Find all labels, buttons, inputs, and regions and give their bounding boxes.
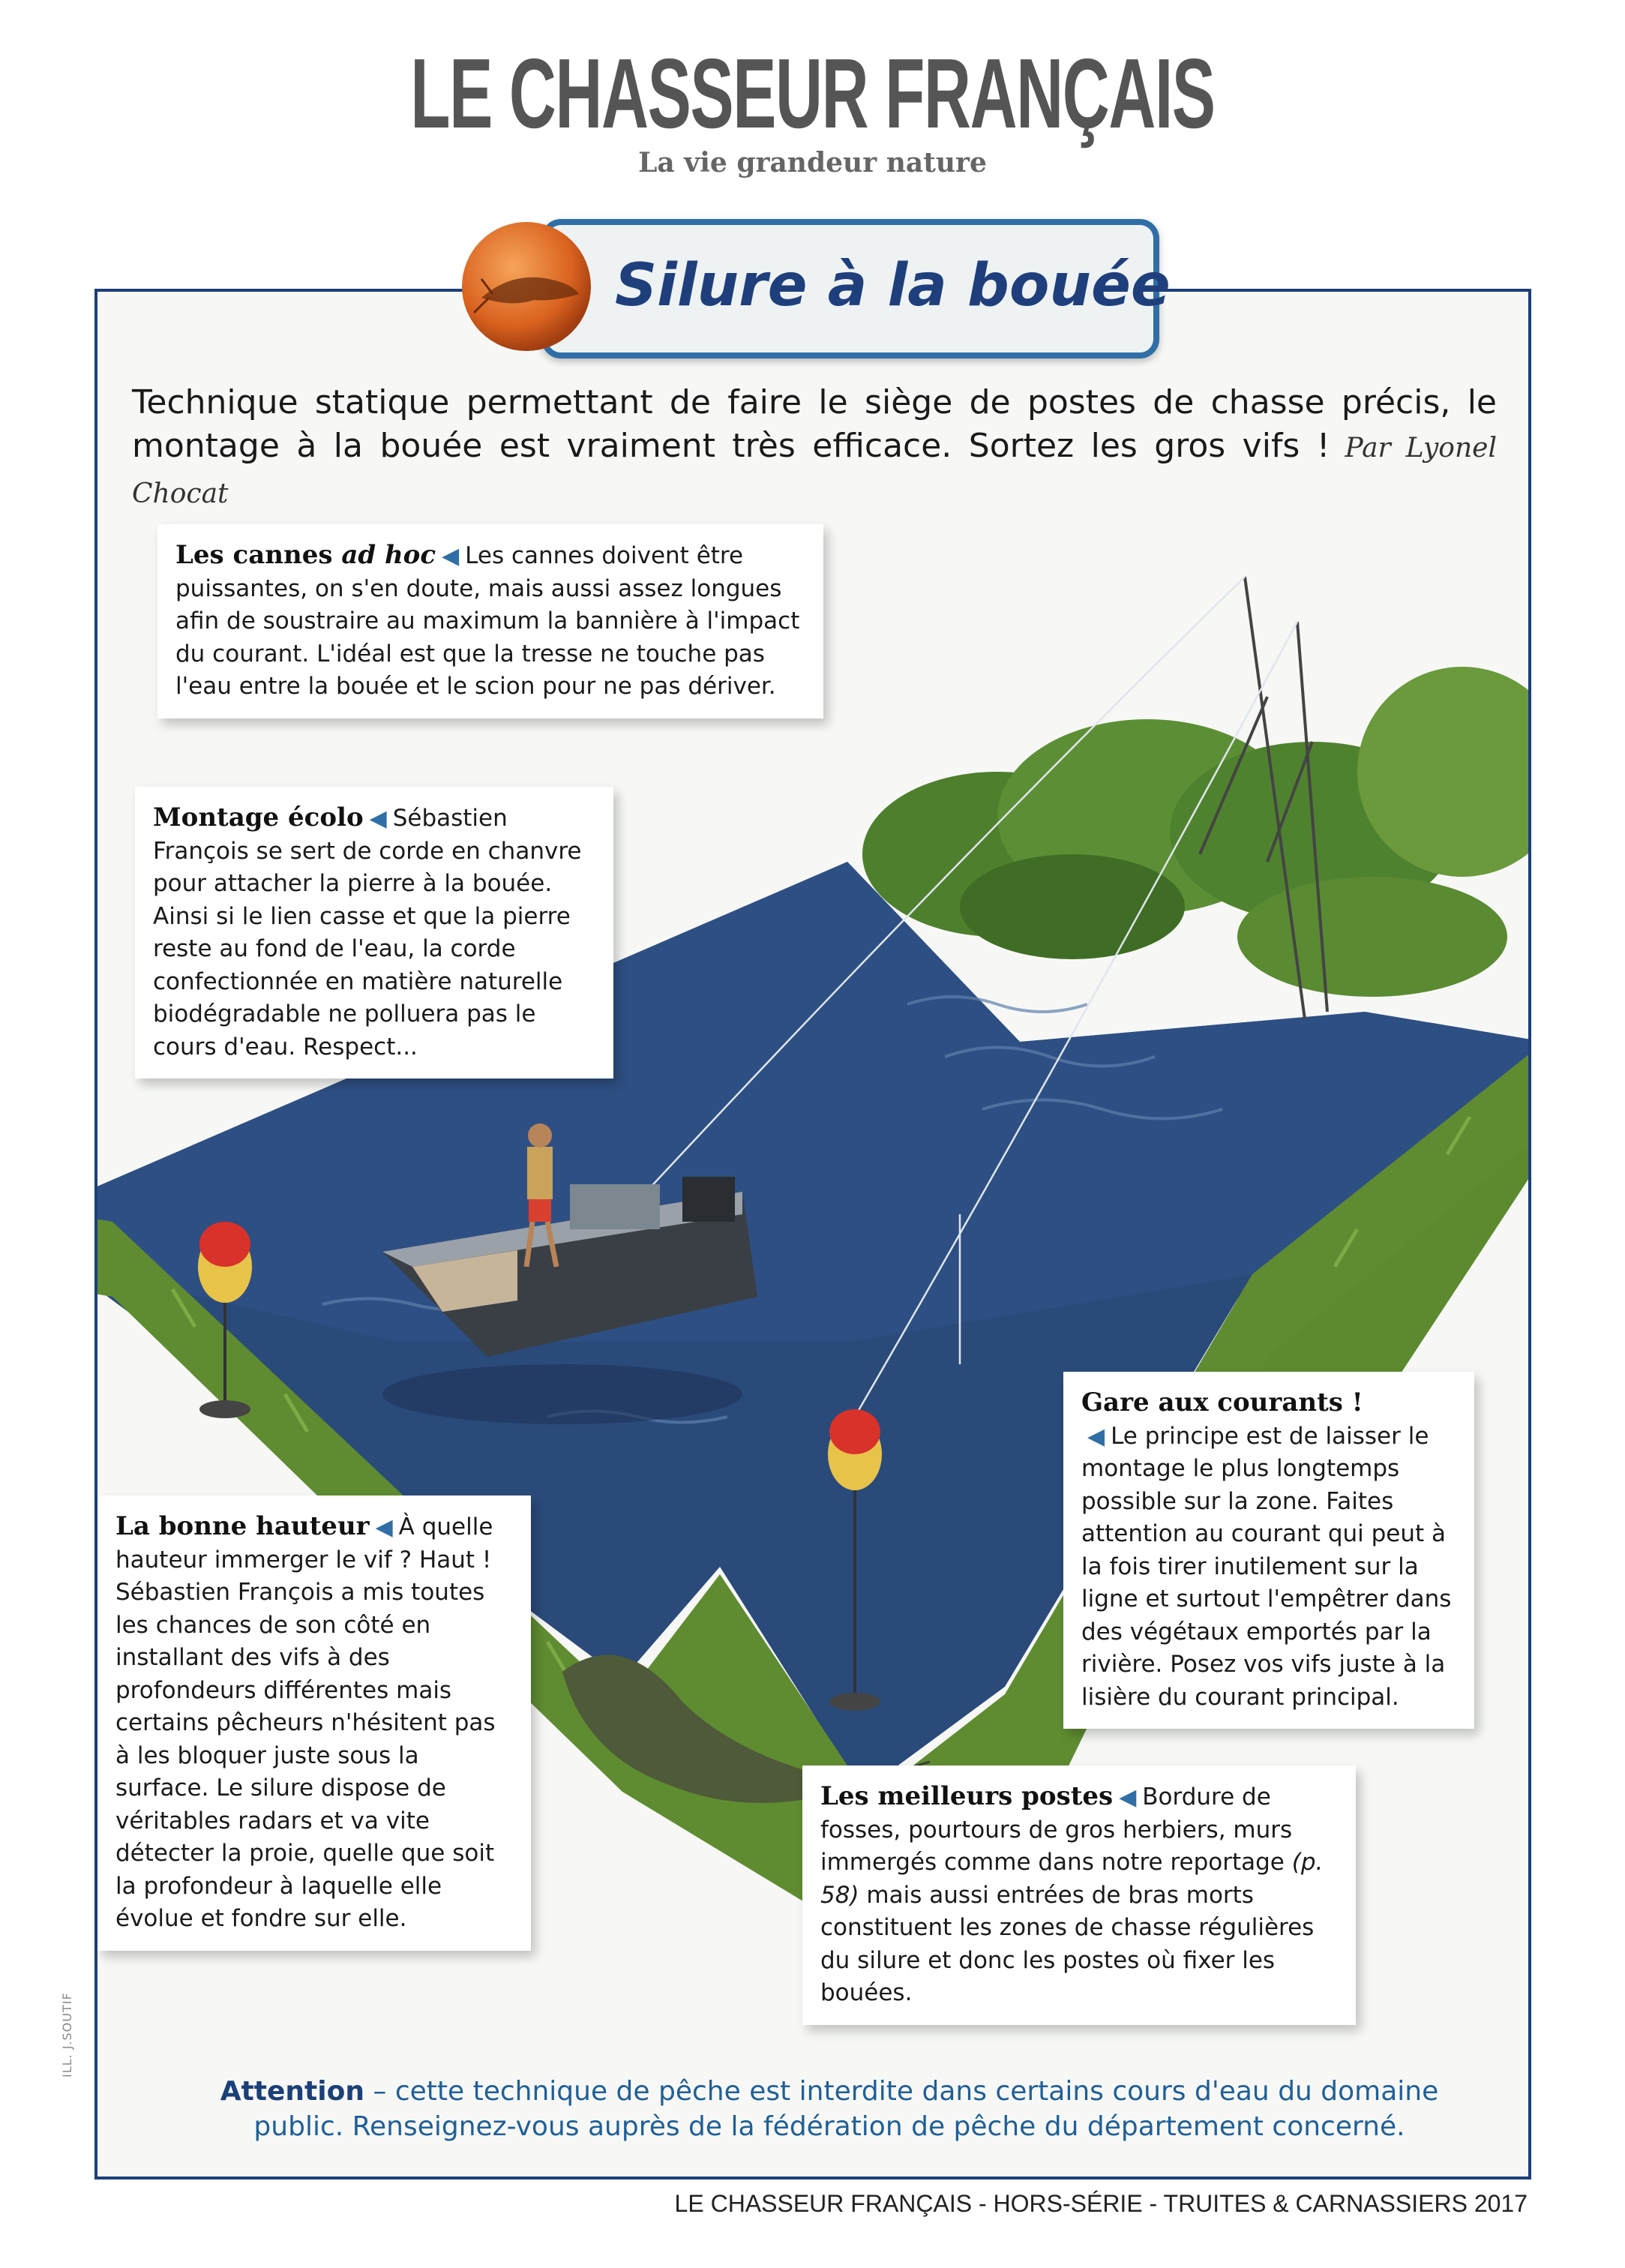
magazine-tagline: La vie grandeur nature: [638, 147, 987, 178]
warning-notice: [192, 2074, 1467, 2144]
box-montage-head: Montage écolo: [153, 802, 364, 832]
box-courants-body: Le principe est de laisser le montage le plus longtemps possible sur la zone. Faites attention au courant qui peut à la fois tirer inutilement sur la ligne et surtout l'empêtrer dans des végétaux emportés par la rivière. Posez vos vifs juste à la lisière du courant principal.: [1081, 1422, 1452, 1711]
arrow-icon: ◀: [1119, 1784, 1137, 1810]
catfish-logo-icon: [459, 219, 594, 354]
box-hauteur-body: À quelle hauteur immerger le vif ? Haut ! Sébastien François a mis toutes les chances de son côté en installant des vifs à des profondeurs différentes mais certains pêcheurs n'hésitent pas à les bloquer juste sous la surface. Le silure dispose de véritables radars et va vite détecter la proie, quelle que soit la profondeur à laquelle elle évolue et fondre sur elle.: [115, 1514, 496, 1932]
masthead: [0, 38, 1625, 178]
box-postes-head: Les meilleurs postes: [820, 1781, 1114, 1811]
box-courants-head: Gare aux courants !: [1081, 1388, 1363, 1418]
box-montage: [135, 787, 613, 1078]
box-postes-body-b: mais aussi entrées de bras morts constituent les zones de chasse régulières du silure et donc les postes où fixer les bouées.: [820, 1881, 1315, 2006]
box-cannes-head: Les cannes: [175, 540, 342, 570]
warning-label: Attention: [220, 2076, 364, 2107]
box-postes-ref: (p. 58): [820, 1849, 1324, 1909]
arrow-icon: ◀: [442, 543, 460, 569]
illustration-credit: ILL. J.SOUTIF: [60, 1992, 74, 2078]
article-author: Par Lyonel Chocat: [132, 433, 1497, 509]
box-cannes-body: Les cannes doivent être puissantes, on s'en doute, mais aussi assez longues afin de soustraire au maximum la bannière à l'impact du courant. L'idéal est que la tresse ne touche pas l'eau entre la bouée et le scion pour ne pas dériver.: [175, 542, 800, 700]
box-postes-body-a: Bordure de fosses, pourtours de gros herbiers, murs immergés comme dans notre reportage: [820, 1784, 1293, 1876]
article-lead: [132, 381, 1497, 516]
magazine-brand: LE CHASSEUR FRANÇAIS: [410, 38, 1215, 148]
lead-text: Technique statique permettant de faire le siège de postes de chasse précis, le montage à la bouée est vraiment très efficace. Sortez les gros vifs !: [132, 383, 1497, 465]
box-cannes: [157, 524, 823, 718]
box-montage-body: Sébastien François se sert de corde en chanvre pour attacher la pierre à la bouée. Ainsi si le lien casse et que la pierre reste au fond de l'eau, la corde confectionnée en matière naturelle biodégradable ne polluera pas le cours d'eau. Respect...: [153, 805, 582, 1060]
article-title: Silure à la bouée: [615, 252, 1171, 320]
page-footer: LE CHASSEUR FRANÇAIS - HORS-SÉRIE - TRUITES & CARNASSIERS 2017: [674, 2190, 1528, 2217]
box-hauteur-head: La bonne hauteur: [115, 1511, 370, 1541]
box-courants: [1063, 1372, 1474, 1729]
warning-text: – cette technique de pêche est interdite dans certains cours d'eau du domaine public. Renseignez-vous auprès de la fédération de pêche du département concerné.: [253, 2076, 1439, 2142]
arrow-icon: ◀: [375, 1514, 393, 1540]
arrow-icon: ◀: [1087, 1423, 1105, 1450]
title-tab: [541, 219, 1171, 358]
arrow-icon: ◀: [369, 806, 387, 832]
box-postes: [802, 1766, 1356, 2025]
article-frame: [94, 289, 1531, 2180]
box-hauteur: [97, 1496, 531, 1951]
box-cannes-head-italic: ad hoc: [341, 540, 436, 570]
